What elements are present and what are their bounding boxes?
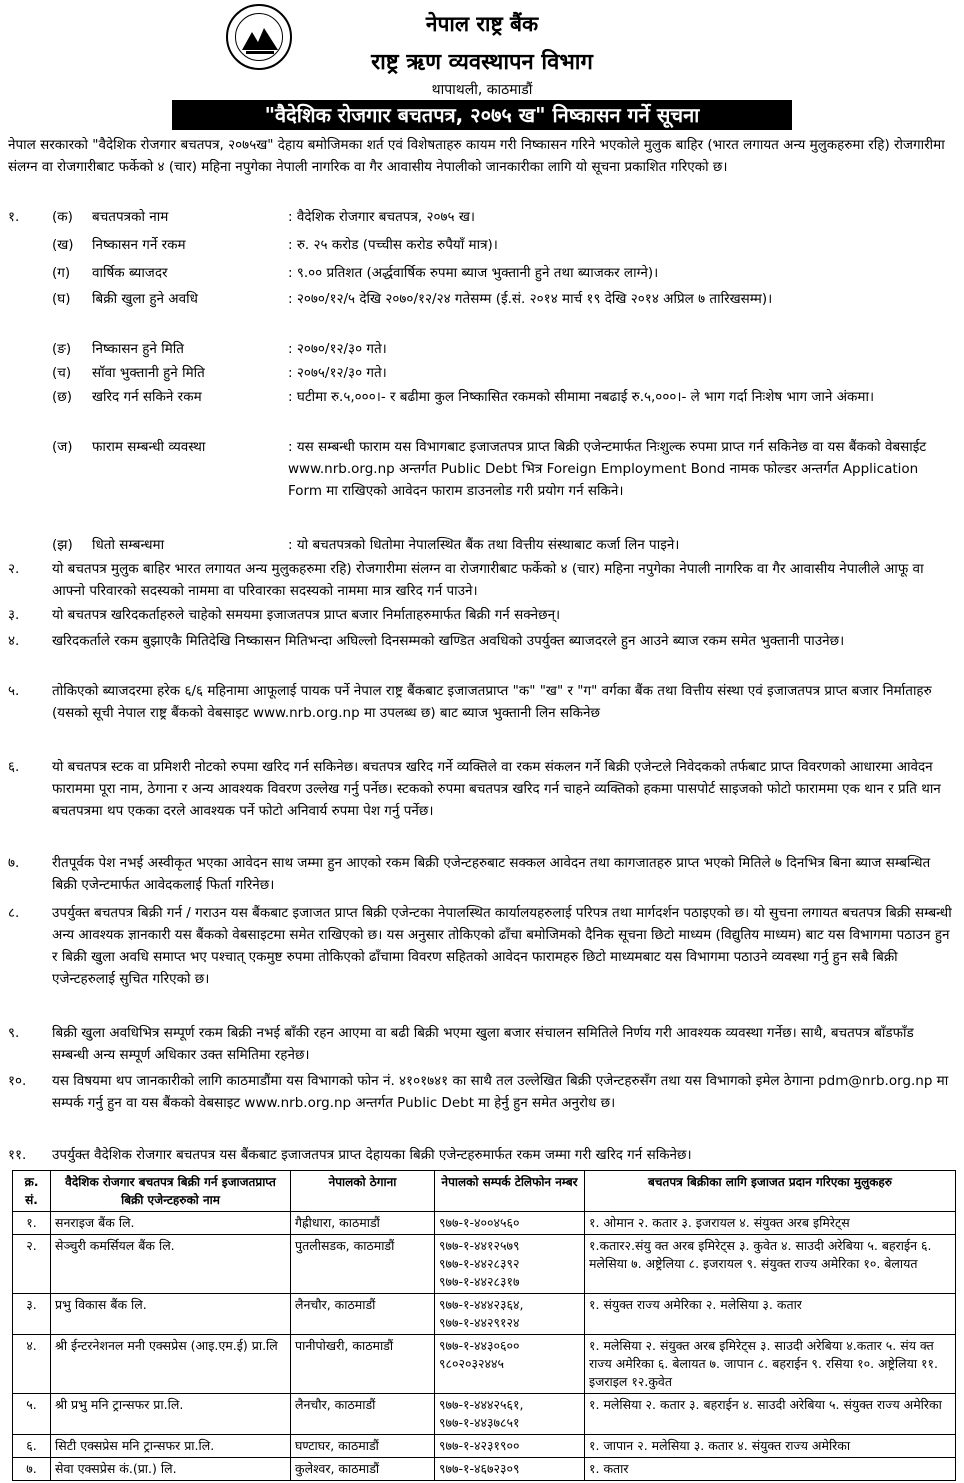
table-row — [13, 1458, 956, 1481]
agent-countries: १. संयुक्त राज्य अमेरिका २. मलेसिया ३. कतार — [585, 1294, 956, 1335]
agent-countries: १. मलेसिया २. संयुक्त अरब इमिरेट्स ३. साउदी अरेबिया ४.कतार ५. संय क्त राज्य अमेरिका ६. बेलायत ७. जापान ८. बहराईन ९. रसिया १०. अष्ट्रेलिया ११. इजराइल १२.कुवेत — [585, 1335, 956, 1394]
item-1-value: : २०७५/१२/३० गते। — [288, 365, 387, 381]
item-1-key: (छ) — [52, 389, 72, 405]
item-1-value: : रु. २५ करोड (पच्चीस करोड रुपैयाँ मात्र)। — [288, 237, 498, 253]
item-1-label: बिक्री खुला हुने अवधि — [92, 291, 198, 307]
agent-sn: २. — [13, 1235, 51, 1294]
item-1-key: (क) — [52, 209, 73, 225]
item-1-key: (ख) — [52, 237, 74, 253]
agent-address: कुलेश्वर, काठमाडौं — [291, 1458, 435, 1481]
para-text: यस विषयमा थप जानकारीको लागि काठमाडौंमा यस विभागको फोन नं. ४१०१७४१ का साथै तल उल्लेखित बिक्री एजेन्टहरुसँग तथा यस विभागको इमेल ठेगाना pdm@nrb.org.np मा सम्पर्क गर्नु हुन वा यस बैंकको वेबसाइट www.nrb.org.np अन्तर्गत Public Debt मा हेर्नु हुन समेत अनुरोध छ। — [52, 1073, 949, 1111]
agent-name: सिटी एक्सप्रेस मनि ट्रान्सफर प्रा.लि. — [51, 1435, 291, 1458]
department-name: राष्ट्र ऋण व्यवस्थापन विभाग — [371, 50, 593, 75]
agent-phone: ९७७-१-४००४५६० — [435, 1212, 585, 1235]
table-header: क्र. सं. — [13, 1171, 51, 1212]
item-1-key: (च) — [52, 365, 72, 381]
agent-name: श्री ईन्टरनेशनल मनी एक्सप्रेस (आइ.एम.ई) प्रा.लि — [51, 1335, 291, 1394]
item-1-label: बचतपत्रको नाम — [92, 209, 169, 225]
agent-address: पुतलीसडक, काठमाडौं — [291, 1235, 435, 1294]
table-header-row — [13, 1171, 956, 1212]
item-1-value: : वैदेशिक रोजगार बचतपत्र, २०७५ ख। — [288, 209, 476, 225]
agent-sn: ४. — [13, 1335, 51, 1394]
agent-address: घण्टाघर, काठमाडौं — [291, 1435, 435, 1458]
para-text: यो बचतपत्र मुलुक बाहिर भारत लगायत अन्य मुलुकहरुमा रहि) रोजगारीमा संलग्न वा रोजगारीबाट फर्केको ४ (चार) महिना नपुगेका नेपाली नागरिक वा गैर आवासीय नेपालीले आफू वा आफ्नो परिवारको सदस्यको नाममा वा परिवारका सदस्यको नाममा मात्र खरिद गर्न पाउने। — [52, 561, 924, 599]
item-1-label: धितो सम्बन्धमा — [92, 537, 165, 553]
agent-countries: १. कतार — [585, 1458, 956, 1481]
para-text: उपर्युक्त वैदेशिक रोजगार बचतपत्र यस बैंकबाट इजाजतपत्र प्राप्त देहायका बिक्री एजेन्टहरुमार्फत रकम जम्मा गरी खरिद गर्न सकिनेछ। — [52, 1147, 692, 1163]
agent-phone: ९७७-१-४२३१९०० — [435, 1435, 585, 1458]
para-number: १०. — [8, 1073, 27, 1089]
table-row — [13, 1212, 956, 1235]
agent-phone: ९७७-१-४४४२३६४, ९७७-१-४४२९१२४ — [435, 1294, 585, 1335]
agent-countries: १. जापान २. मलेसिया ३. कतार ४. संयुक्त राज्य अमेरिका — [585, 1435, 956, 1458]
item-1-key: (ज) — [52, 439, 73, 455]
para-number: ५. — [8, 683, 20, 699]
item-1-value: : २०७०/१२/३० गते। — [288, 341, 387, 357]
agent-name: श्री प्रभु मनि ट्रान्सफर प्रा.लि. — [51, 1394, 291, 1435]
agent-name: सनराइज बैंक लि. — [51, 1212, 291, 1235]
agent-phone: ९७७-१-४४३०६०० ९८०२०३२४४५ — [435, 1335, 585, 1394]
table-row — [13, 1394, 956, 1435]
item-1-key: (झ) — [52, 537, 73, 553]
para-number: ८. — [8, 905, 20, 921]
agent-address: लैनचौर, काठमाडौं — [291, 1394, 435, 1435]
para-text: तोकिएको ब्याजदरमा हरेक ६/६ महिनामा आफूलाई पायक पर्ने नेपाल राष्ट्र बैंकबाट इजाजतप्राप्त "क" "ख" र "ग" वर्गका बैंक तथा वित्तीय संस्था एवं इजाजतपत्र प्राप्त बजार निर्माताहरु (यसको सूची नेपाल राष्ट्र बैंकको वेबसाइट www.nrb.org.np मा उपलब्ध छ) बाट ब्याज भुक्तानी लिन सकिनेछ — [52, 683, 932, 721]
agent-countries: १. ओमान २. कतार ३. इजरायल ४. संयुक्त अरब इमिरेट्स — [585, 1212, 956, 1235]
table-row — [13, 1335, 956, 1394]
agent-phone: ९७७-१-४६७२३०९ — [435, 1458, 585, 1481]
para-number: ४. — [8, 633, 20, 649]
item-1-label: निष्कासन गर्ने रकम — [92, 237, 186, 253]
item-1-value: : २०७०/१२/५ देखि २०७०/१२/२४ गतेसम्म (ई.सं. २०१४ मार्च १९ देखि २०१४ अप्रिल ७ तारिखसम्म)। — [288, 291, 773, 307]
item-1-label: निष्कासन हुने मिति — [92, 341, 184, 357]
agent-sn: ६. — [13, 1435, 51, 1458]
item-1-value: : ९.०० प्रतिशत (अर्द्धवार्षिक रुपमा ब्याज भुक्तानी हुने तथा ब्याजकर लाग्ने)। — [288, 265, 659, 281]
table-header: वैदेशिक रोजगार बचतपत्र बिक्री गर्न इजाजतप्राप्त बिक्री एजेन्टहरुको नाम — [51, 1171, 291, 1212]
agent-name: सेवा एक्सप्रेस कं.(प्रा.) लि. — [51, 1458, 291, 1481]
agent-phone: ९७७-१-४४१२५७९ ९७७-१-४४२८३९२ ९७७-१-४४२८३१७ — [435, 1235, 585, 1294]
agent-countries: १.कतार२.संयु क्त अरब इमिरेट्स ३. कुवेत ४. साउदी अरेबिया ५. बहराईन ६. मलेसिया ७. अष्ट्रेलिया ८. इजरायल ९. संयुक्त राज्य अमेरिका १०. बेलायत — [585, 1235, 956, 1294]
agent-address: लैनचौर, काठमाडौं — [291, 1294, 435, 1335]
table-row — [13, 1435, 956, 1458]
item-1-label: सॉवा भुक्तानी हुने मिति — [92, 365, 205, 381]
para-text: खरिदकर्ताले रकम बुझाएकै मितिदेखि निष्कासन मितिभन्दा अघिल्लो दिनसम्मको खण्डित अवधिको उपर्युक्त ब्याजदरले हुन आउने ब्याज रकम समेत भुक्तानी पाउनेछ। — [52, 633, 845, 649]
para-text: उपर्युक्त बचतपत्र बिक्री गर्न / गराउन यस बैंकबाट इजाजत प्राप्त बिक्री एजेन्टका नेपालस्थित कार्यालयहरुलाई परिपत्र तथा मार्गदर्शन पठाइएको छ। यो सुचना लगायत बचतपत्र बिक्री सम्बन्धी अन्य आवश्यक ज्ञानकारी यस बैंकको वेबसाइटमा समेत राखिएको छ। यस अनुसार तोकिएको ढाँचा बमोजिमको दैनिक सूचना छिटो माध्यम (विद्युतिय माध्यम) बाट यस विभागमा पठाउन हुन र बिक्री खुला अवधि समाप्त भए पश्चात् एकमुष्ट रुपमा तोकिएको ढाँचामा विवरण सहितको आवेदन फारामहरु छिटो माध्यमबाट यस विभागमा पठाउने व्यवस्था गर्नु हुन सबै बिक्री एजेन्टहरुलाई सुचित गरिएको छ। — [52, 905, 952, 987]
table-header: बचतपत्र बिक्रीका लागि इजाजत प्रदान गरिएका मुलुकहरु — [585, 1171, 956, 1212]
para-text: यो बचतपत्र खरिदकर्ताहरुले चाहेको समयमा इजाजतपत्र प्राप्त बजार निर्माताहरुमार्फत बिक्री गर्न सक्नेछन्। — [52, 607, 561, 623]
agent-countries: १. मलेसिया २. कतार ३. बहराईन ४. साउदी अरेबिया ५. संयुक्त राज्य अमेरिका — [585, 1394, 956, 1435]
intro-paragraph: नेपाल सरकारको "वैदेशिक रोजगार बचतपत्र, २०७५ख" देहाय बमोजिमका शर्त एवं विशेषताहरु कायम गरी निष्कासन गरिने भएकोले मुलुक बाहिर (भारत लगायत अन्य मुलुकहरुमा रहि) रोजगारीमा संलग्न वा रोजगारीबाट फर्केको ४ (चार) महिना नपुगेका नेपाली नागरिक वा गैर आवासीय नेपालीको जानकारीका लागि यो सूचना प्रकाशित गरिएको छ। — [8, 137, 945, 175]
item-1-key: (ङ) — [52, 341, 72, 357]
table-header: नेपालको ठेगाना — [291, 1171, 435, 1212]
item-1-value: : यो बचतपत्रको धितोमा नेपालस्थित बैंक तथा वित्तीय संस्थाबाट कर्जा लिन पाइने। — [288, 537, 680, 553]
item-1-label: फाराम सम्बन्धी व्यवस्था — [92, 439, 206, 455]
table-row — [13, 1235, 956, 1294]
agent-sn: ५. — [13, 1394, 51, 1435]
agent-sn: ७. — [13, 1458, 51, 1481]
item-1-value: : घटीमा रु.५,०००।- र बढीमा कुल निष्कासित रकमको सीमामा नबढाई रु.५,०००।- ले भाग गर्दा निःशेष भाग जाने अंकमा। — [288, 389, 875, 405]
agent-sn: १. — [13, 1212, 51, 1235]
sales-agents-table — [12, 1170, 956, 1481]
item-1-key: (ग) — [52, 265, 71, 281]
agent-address: पानीपोखरी, काठमाडौं — [291, 1335, 435, 1394]
table-header: नेपालको सम्पर्क टेलिफोन नम्बर — [435, 1171, 585, 1212]
para-text: रीतपूर्वक पेश नभई अस्वीकृत भएका आवेदन साथ जम्मा हुन आएको रकम बिक्री एजेन्टहरुबाट सक्कल आवेदन तथा कागजातहरु प्राप्त भएको मितिले ७ दिनभित्र बिना ब्याज सम्बन्धित बिक्री एजेन्टमार्फत आवेदकलाई फिर्ता गरिनेछ। — [52, 855, 931, 893]
agent-name: प्रभु विकास बैंक लि. — [51, 1294, 291, 1335]
notice-title: "वैदेशिक रोजगार बचतपत्र, २०७५ ख" निष्कासन गर्ने सूचना — [172, 100, 792, 130]
para-number: ७. — [8, 855, 20, 871]
para-text: यो बचतपत्र स्टक वा प्रमिशरी नोटको रुपमा खरिद गर्न सकिनेछ। बचतपत्र खरिद गर्ने व्यक्तिले वा रकम संकलन गर्ने बिक्री एजेन्टले निवेदकको तर्फबाट प्राप्त विवरणको आधारमा आवेदन फाराममा पूरा नाम, ठेगाना र अन्य आवश्यक विवरण उल्लेख गर्नु पर्नेछ। स्टकको रुपमा बचतपत्र खरिद गर्न चाहने व्यक्तिको हकमा पासपोर्ट साइजको फोटो फाराममा एक थान र प्रति थान बचतपत्रमा थप एकका दरले आवश्यक पर्ने फोटो अनिवार्य रुपमा पेश गर्नु पर्नेछ। — [52, 759, 941, 819]
item-1-number: १. — [8, 209, 20, 225]
org-address: थापाथली, काठमाडौं — [431, 82, 533, 98]
item-1-label: खरिद गर्न सकिने रकम — [92, 389, 202, 405]
item-1-label: वार्षिक ब्याजदर — [92, 265, 168, 281]
item-1-value: : यस सम्बन्धी फाराम यस विभागबाट इजाजतपत्र प्राप्त बिक्री एजेन्टमार्फत निःशुल्क रुपमा प्राप्त गर्न सकिनेछ वा यस बैंकको वेबसाईट www.nrb.org.np अन्तर्गत Public Debt भित्र Foreign Employment Bond नामक फोल्डर अन्तर्गत Application Form मा राखिएको आवेदन फाराम डाउनलोड गरी प्रयोग गर्न सकिने। — [288, 439, 927, 499]
para-text: बिक्री खुला अवधिभित्र सम्पूर्ण रकम बिक्री नभई बाँकी रहन आएमा वा बढी बिक्री भएमा खुला बजार संचालन समितिले निर्णय गरी आवश्यक व्यवस्था गर्नेछ। साथै, बचतपत्र बाँडफाँड सम्बन्धी अन्य सम्पूर्ण अधिकार उक्त समितिमा रहनेछ। — [52, 1025, 914, 1063]
item-1-key: (घ) — [52, 291, 71, 307]
para-number: ३. — [8, 607, 20, 623]
agent-address: गैह्रीधारा, काठमाडौं — [291, 1212, 435, 1235]
org-name: नेपाल राष्ट्र बैंक — [425, 12, 539, 36]
agent-phone: ९७७-१-४४४२५६१, ९७७-१-४४३७८५१ — [435, 1394, 585, 1435]
para-number: २. — [8, 561, 20, 577]
agent-name: सेञ्चुरी कमर्सियल बैंक लि. — [51, 1235, 291, 1294]
agent-sn: ३. — [13, 1294, 51, 1335]
para-number: ६. — [8, 759, 20, 775]
para-number: ९. — [8, 1025, 20, 1041]
table-row — [13, 1294, 956, 1335]
para-number: ११. — [8, 1147, 27, 1163]
